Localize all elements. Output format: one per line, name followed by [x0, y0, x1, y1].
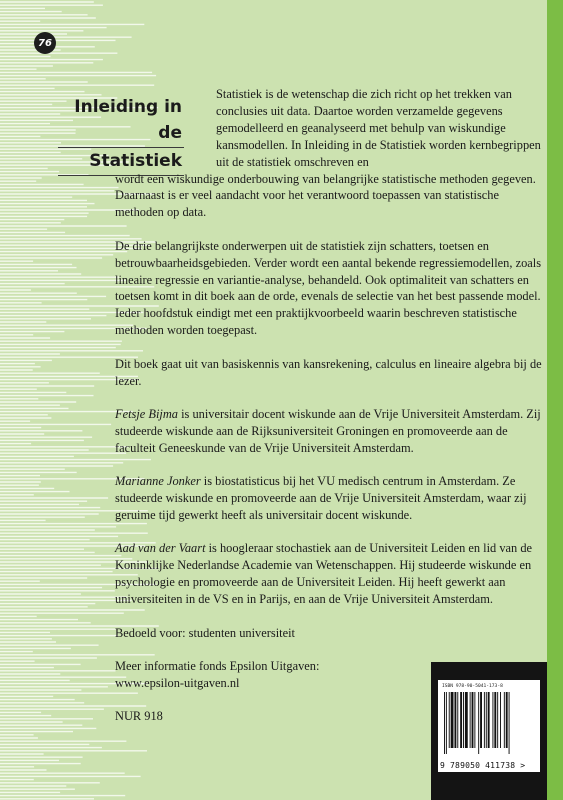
barcode-bar — [488, 692, 490, 748]
barcode-bar — [500, 692, 501, 748]
author-name: Aad van der Vaart — [115, 541, 206, 556]
author-name: Marianne Jonker — [115, 474, 201, 489]
author-description: is hoogleraar stochastiek aan de Universiteit Leiden en lid van de Koninklijke Nederlandse Academie van Wetenschappen. Hij studeerde wiskunde en psychologie en promoveerde aan de Universiteit Leiden. Hij heeft gewerkt aan universiteiten in de VS en in Parijs, en aan de Vrije Universiteit Amsterdam. — [115, 541, 533, 607]
barcode-bar — [480, 692, 482, 748]
barcode-bar — [451, 692, 454, 748]
more-info-label: Meer informatie fonds Epsilon Uitgaven: — [115, 658, 320, 673]
barcode-bar — [465, 692, 468, 748]
author-bio-1 — [115, 406, 543, 457]
title-line-2: Statistiek — [58, 148, 184, 176]
blurb-text — [115, 86, 543, 742]
barcode-digits: 9 789050 411738 > — [440, 761, 526, 770]
barcode-bar — [486, 692, 487, 748]
publisher-url: www.epsilon-uitgaven.nl — [115, 675, 240, 690]
spine-accent — [547, 0, 563, 800]
barcode-bar — [472, 692, 474, 748]
barcode-bar — [460, 692, 462, 748]
barcode-bar — [454, 692, 456, 748]
barcode-bar — [449, 692, 450, 748]
barcode-bar — [509, 692, 510, 754]
barcode — [438, 680, 540, 772]
series-badge: 76 — [34, 32, 56, 54]
barcode-bar — [494, 692, 496, 748]
author-description: is universitair docent wiskunde aan de Vrije Universiteit Amsterdam. Zij studeerde wiskunde aan de Rijksuniversiteit Groningen en promoveerde aan de faculteit Geneeskunde van de Vrije Universiteit Amsterdam. — [115, 407, 541, 455]
barcode-panel — [431, 662, 547, 800]
barcode-bar — [484, 692, 485, 748]
author-name: Fetsje Bijma — [115, 407, 178, 421]
author-bio-2 — [115, 473, 543, 524]
blurb-intro-continued: wordt een wiskundige onderbouwing van belangrijke statistische methoden gegeven. Daarnaast is er veel aandacht voor het verantwoord toepassen van statistische methoden op data. — [115, 171, 536, 220]
blurb-prerequisites: Dit boek gaat uit van basiskennis van kansrekening, calculus en lineaire algebra bij de lezer. — [115, 356, 542, 388]
nur-code: NUR 918 — [115, 709, 163, 724]
barcode-bar — [474, 692, 475, 748]
barcode-bar — [470, 692, 471, 748]
barcode-bar — [506, 692, 508, 748]
author-bio-3 — [115, 540, 543, 608]
barcode-bars — [444, 692, 534, 754]
barcode-bar — [504, 692, 505, 748]
barcode-bar — [446, 692, 447, 754]
audience-line: Bedoeld voor: studenten universiteit — [115, 625, 295, 640]
barcode-bar — [497, 692, 498, 748]
author-description: is biostatisticus bij het VU medisch centrum in Amsterdam. Ze studeerde wiskunde en promoveerde aan de Vrije Universiteit Amsterdam, waar zij geruime tijd gewerkt heeft als universitair docent wiskunde. — [115, 474, 527, 523]
barcode-bar — [492, 692, 493, 748]
isbn-label: ISBN 978-90-5041-173-8 — [442, 684, 503, 689]
title-line-1: Inleiding in de — [58, 94, 184, 148]
blurb-topics: De drie belangrijkste onderwerpen uit de statistiek zijn schatters, toetsen en betrouwbaarheidsgebieden. Verder wordt een aantal bekende regressiemodellen, zoals lineaire regressie en variantie-analyse, behandeld. Ook optimaliteit van schatters en toetsen komt in dit boek aan de orde, evenals de selectie van het best passende model. Ieder hoofdstuk eindigt met een praktijkvoorbeeld waarin beschreven statistische methoden worden toegepast. — [115, 238, 542, 338]
blurb-intro: Statistiek is de wetenschap die zich richt op het trekken van conclusies uit data. Daartoe worden verzamelde gegevens gemodelleerd en geanalyseerd met behulp van wiskundige kansmodellen. In Inleiding in de Statistiek worden kernbegrippen uit de statistiek omschreven en — [216, 87, 541, 169]
barcode-bar — [457, 692, 458, 748]
barcode-bar — [463, 692, 464, 748]
barcode-bar — [478, 692, 479, 754]
barcode-bar — [444, 692, 445, 754]
